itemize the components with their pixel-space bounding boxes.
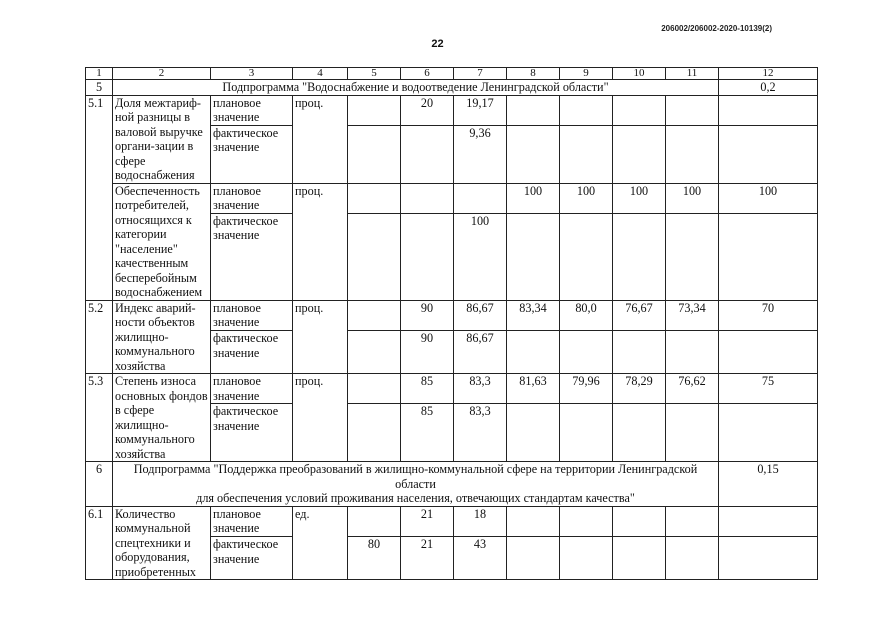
value-cell	[719, 331, 818, 374]
value-cell: 86,67	[454, 331, 507, 374]
section-weight: 0,15	[719, 462, 818, 507]
section-number: 5	[86, 80, 113, 96]
value-cell	[401, 213, 454, 300]
value-cell	[560, 506, 613, 537]
value-cell	[348, 125, 401, 183]
value-cell	[719, 404, 818, 462]
section-title	[113, 462, 719, 507]
value-cell	[613, 125, 666, 183]
value-cell: 100	[613, 183, 666, 213]
value-cell	[666, 125, 719, 183]
value-cell	[348, 331, 401, 374]
header-cell: 4	[293, 68, 348, 80]
value-type: плановое значение	[211, 374, 293, 404]
header-cell: 10	[613, 68, 666, 80]
value-cell	[719, 213, 818, 300]
header-cell: 11	[666, 68, 719, 80]
value-cell	[507, 213, 560, 300]
value-cell: 100	[666, 183, 719, 213]
value-type: плановое значение	[211, 95, 293, 125]
row-number: 5.2	[86, 300, 113, 374]
indicator-name: Доля межтариф-ной разницы в валовой выручке органи-зации в сфере водоснабжения	[113, 95, 211, 183]
value-cell	[666, 331, 719, 374]
value-cell: 20	[401, 95, 454, 125]
unit: проц.	[293, 374, 348, 462]
value-cell	[560, 404, 613, 462]
value-cell	[560, 125, 613, 183]
value-cell	[560, 537, 613, 580]
table-row	[86, 183, 818, 213]
value-cell	[613, 506, 666, 537]
value-cell: 80,0	[560, 300, 613, 331]
value-cell	[666, 537, 719, 580]
value-cell: 100	[454, 213, 507, 300]
section-title-line: Подпрограмма "Поддержка преобразований в жилищно-коммунальной сфере на территории Ленинградской области	[133, 462, 698, 491]
value-cell	[719, 95, 818, 125]
value-cell: 79,96	[560, 374, 613, 404]
value-cell	[507, 95, 560, 125]
value-type: плановое значение	[211, 300, 293, 331]
header-cell: 5	[348, 68, 401, 80]
value-cell: 83,3	[454, 374, 507, 404]
value-cell: 80	[348, 537, 401, 580]
value-cell	[613, 95, 666, 125]
header-cell: 9	[560, 68, 613, 80]
value-cell: 100	[507, 183, 560, 213]
value-cell: 21	[401, 506, 454, 537]
table-row	[86, 300, 818, 331]
header-cell: 6	[401, 68, 454, 80]
table-row	[86, 95, 818, 125]
value-cell	[507, 537, 560, 580]
value-cell	[719, 506, 818, 537]
value-cell: 76,67	[613, 300, 666, 331]
table-row	[86, 374, 818, 404]
value-cell: 90	[401, 300, 454, 331]
section-title: Подпрограмма "Водоснабжение и водоотведение Ленинградской области"	[113, 80, 719, 96]
value-cell: 85	[401, 374, 454, 404]
unit: ед.	[293, 506, 348, 580]
value-type: фактическое значение	[211, 331, 293, 374]
value-cell	[507, 125, 560, 183]
value-cell: 100	[560, 183, 613, 213]
value-cell	[348, 95, 401, 125]
row-number: 6.1	[86, 506, 113, 580]
value-cell	[666, 506, 719, 537]
header-row	[86, 68, 818, 80]
header-cell: 3	[211, 68, 293, 80]
section-title-line: для обеспечения условий проживания населения, отвечающих стандартам качества"	[196, 491, 635, 505]
row-number: 5.1	[86, 95, 113, 300]
value-cell	[560, 213, 613, 300]
value-cell	[348, 506, 401, 537]
indicators-table	[85, 67, 818, 580]
unit: проц.	[293, 183, 348, 300]
document-id: 206002/206002-2020-10139(2)	[661, 24, 772, 33]
value-cell	[401, 125, 454, 183]
value-cell	[507, 506, 560, 537]
value-cell: 90	[401, 331, 454, 374]
unit: проц.	[293, 95, 348, 183]
row-number: 5.3	[86, 374, 113, 462]
value-cell: 19,17	[454, 95, 507, 125]
section-weight: 0,2	[719, 80, 818, 96]
value-cell	[401, 183, 454, 213]
indicator-name: Степень износа основных фондов в сфере жилищно-коммунального хозяйства	[113, 374, 211, 462]
indicator-name: Индекс аварий-ности объектов жилищно-коммунального хозяйства	[113, 300, 211, 374]
value-cell: 21	[401, 537, 454, 580]
value-cell	[348, 213, 401, 300]
table-row	[86, 506, 818, 537]
value-cell	[666, 95, 719, 125]
value-cell	[348, 374, 401, 404]
value-type: фактическое значение	[211, 404, 293, 462]
value-cell: 73,34	[666, 300, 719, 331]
value-cell	[507, 404, 560, 462]
value-cell	[719, 125, 818, 183]
value-cell: 81,63	[507, 374, 560, 404]
value-cell: 76,62	[666, 374, 719, 404]
value-cell: 83,3	[454, 404, 507, 462]
value-cell	[613, 404, 666, 462]
value-cell	[560, 331, 613, 374]
value-cell: 86,67	[454, 300, 507, 331]
value-cell: 78,29	[613, 374, 666, 404]
value-cell	[348, 404, 401, 462]
section-row	[86, 462, 818, 507]
value-cell: 75	[719, 374, 818, 404]
value-cell	[348, 300, 401, 331]
section-row	[86, 80, 818, 96]
value-cell: 43	[454, 537, 507, 580]
page-number: 22	[431, 38, 444, 50]
value-cell	[613, 537, 666, 580]
value-cell	[613, 213, 666, 300]
value-cell: 18	[454, 506, 507, 537]
value-type: фактическое значение	[211, 125, 293, 183]
value-cell	[613, 331, 666, 374]
value-cell	[348, 183, 401, 213]
value-type: плановое значение	[211, 506, 293, 537]
header-cell: 8	[507, 68, 560, 80]
section-number: 6	[86, 462, 113, 507]
value-cell: 83,34	[507, 300, 560, 331]
value-cell	[666, 213, 719, 300]
header-cell: 12	[719, 68, 818, 80]
value-cell: 100	[719, 183, 818, 213]
indicator-name: Количество коммунальной спецтехники и оборудования, приобретенных	[113, 506, 211, 580]
value-type: фактическое значение	[211, 537, 293, 580]
value-cell	[560, 95, 613, 125]
header-cell: 2	[113, 68, 211, 80]
value-cell: 85	[401, 404, 454, 462]
unit: проц.	[293, 300, 348, 374]
value-type: фактическое значение	[211, 213, 293, 300]
value-cell	[719, 537, 818, 580]
value-cell	[507, 331, 560, 374]
header-cell: 7	[454, 68, 507, 80]
header-cell: 1	[86, 68, 113, 80]
value-cell	[454, 183, 507, 213]
indicator-name: Обеспеченность потребителей, относящихся к категории "население" качественным бесперебойным водоснабжением	[113, 183, 211, 300]
value-cell: 70	[719, 300, 818, 331]
value-type: плановое значение	[211, 183, 293, 213]
value-cell	[666, 404, 719, 462]
value-cell: 9,36	[454, 125, 507, 183]
